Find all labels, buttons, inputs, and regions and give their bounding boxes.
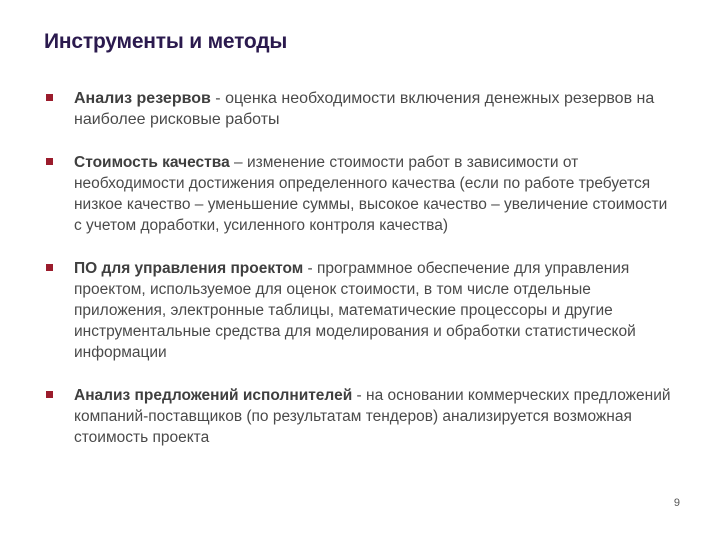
bullet-square-icon — [46, 391, 53, 398]
slide-title: Инструменты и методы — [44, 30, 288, 53]
bullet-term: ПО для управления проектом — [74, 260, 304, 277]
bullet-list — [44, 88, 674, 448]
bullet-square-icon — [46, 264, 53, 271]
bullet-item-vendor-bid-analysis — [44, 385, 674, 448]
bullet-text: - программное обеспечение для управления проектом, используемое для оценок стоимости, в том числе отдельные приложения, электронные таблицы, математические процессоры и другие инструментальные средства для моделирования и обработки статистической информации — [74, 260, 636, 361]
bullet-item-pm-software — [44, 258, 674, 363]
page-number: 9 — [673, 497, 680, 509]
bullet-square-icon — [46, 94, 53, 101]
bullet-text: - на основании коммерческих предложений компаний-поставщиков (по результатам тендеров) анализируется возможная стоимость проекта — [74, 387, 671, 446]
bullet-text: - оценка необходимости включения денежных резервов на наиболее рисковые работы — [74, 90, 655, 128]
bullet-item-cost-of-quality — [44, 152, 674, 236]
bullet-term: Анализ предложений исполнителей — [74, 387, 353, 404]
bullet-term: Анализ резервов — [74, 90, 211, 107]
bullet-text: – изменение стоимости работ в зависимости от необходимости достижения определенного качества (если по работе требуется низкое качество – уменьшение суммы, высокое качество – увеличение стоимости с учетом доработки, усиленного контроля качества) — [74, 154, 668, 234]
bullet-term: Стоимость качества — [74, 154, 230, 171]
bullet-square-icon — [46, 158, 53, 165]
bullet-item-reserve-analysis — [44, 88, 674, 130]
